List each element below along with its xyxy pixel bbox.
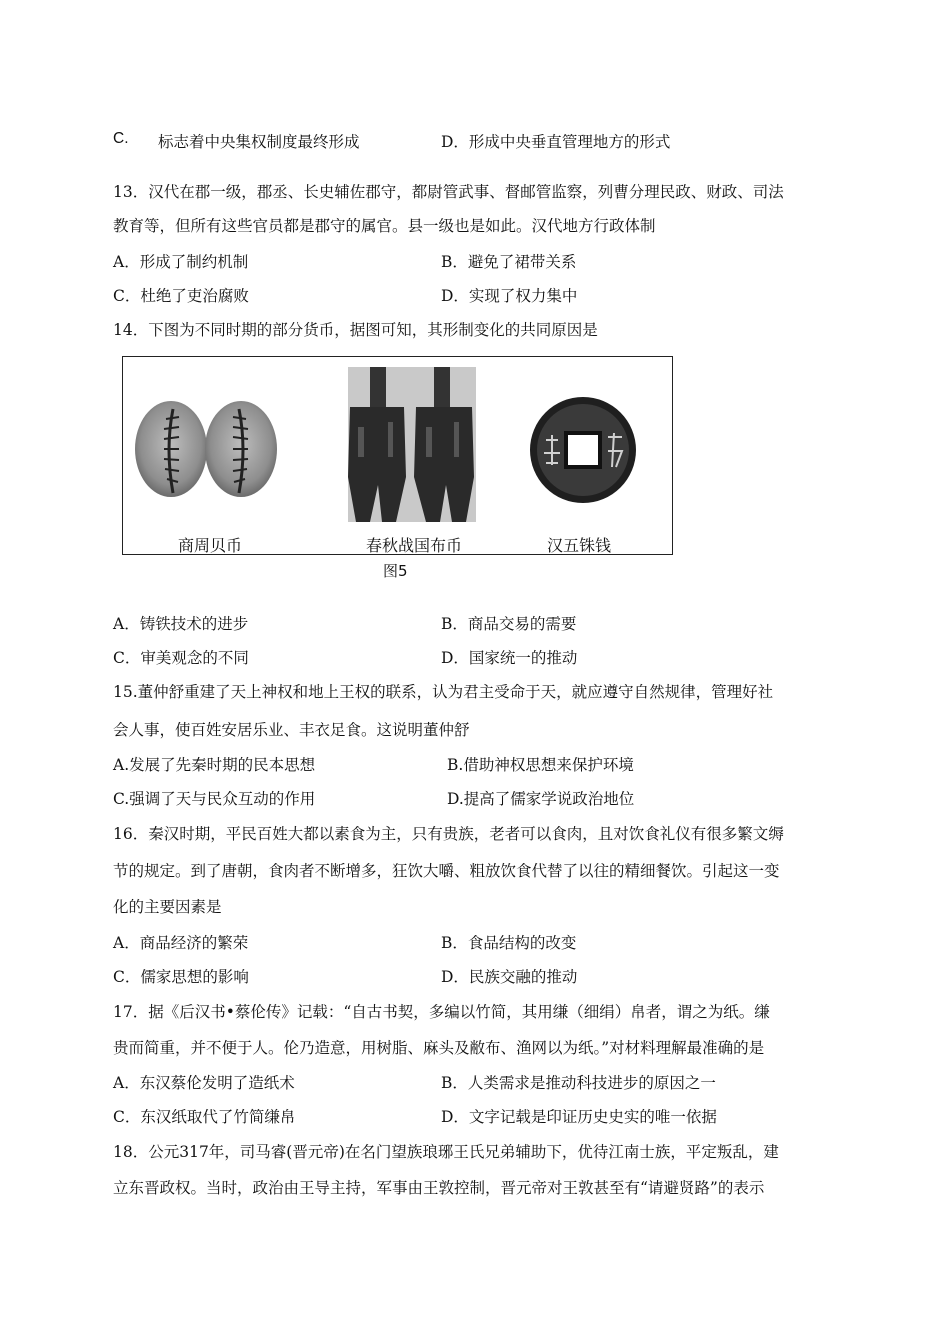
q16-stem-line3: 化的主要因素是 bbox=[113, 898, 222, 916]
currency-figure bbox=[122, 356, 673, 555]
q17-option-d: D．文字记载是印证历史史实的唯一依据 bbox=[441, 1108, 717, 1126]
q16-option-a: A．商品经济的繁荣 bbox=[113, 934, 249, 952]
q17-option-b: B．人类需求是推动科技进步的原因之一 bbox=[441, 1074, 716, 1092]
q14-stem: 14．下图为不同时期的部分货币，据图可知，其形制变化的共同原因是 bbox=[113, 321, 598, 339]
q14-option-b: B．商品交易的需要 bbox=[441, 615, 577, 633]
caption-shell-money: 商周贝币 bbox=[178, 536, 243, 555]
q15-option-d: D.提高了儒家学说政治地位 bbox=[447, 790, 635, 808]
q18-stem-line1: 18．公元317年，司马睿(晋元帝)在名门望族琅琊王氏兄弟辅助下，优待江南士族，平定叛乱，建 bbox=[113, 1143, 779, 1161]
q12-option-c-letter: C. bbox=[113, 130, 129, 147]
q15-option-a: A.发展了先秦时期的民本思想 bbox=[113, 756, 316, 774]
q18-stem-line2: 立东晋政权。当时，政治由王导主持，军事由王敦控制，晋元帝对王敦甚至有“请避贤路”的表示 bbox=[113, 1179, 765, 1197]
q15-option-b: B.借助神权思想来保护环境 bbox=[447, 756, 634, 774]
q12-option-c: 标志着中央集权制度最终形成 bbox=[158, 133, 360, 151]
q17-option-c: C．东汉纸取代了竹简缣帛 bbox=[113, 1108, 296, 1126]
caption-wuzhu-coin: 汉五铢钱 bbox=[547, 536, 612, 555]
spade-coins-image bbox=[348, 367, 476, 522]
q15-stem-line2: 会人事，使百姓安居乐业、丰衣足食。这说明董仲舒 bbox=[113, 721, 470, 739]
q16-option-b: B．食品结构的改变 bbox=[441, 934, 577, 952]
q17-stem-line2: 贵而简重，并不便于人。伦乃造意，用树脂、麻头及敝布、渔网以为纸。”对材料理解最准确的是 bbox=[113, 1039, 765, 1057]
q13-option-a: A．形成了制约机制 bbox=[113, 253, 249, 271]
q13-option-c: C．杜绝了吏治腐败 bbox=[113, 287, 249, 305]
q16-option-c: C．儒家思想的影响 bbox=[113, 968, 249, 986]
q15-option-c: C.强调了天与民众互动的作用 bbox=[113, 790, 316, 808]
q14-option-c: C．审美观念的不同 bbox=[113, 649, 249, 667]
q17-stem-line1: 17．据《后汉书•蔡伦传》记载：“自古书契，多编以竹简，其用缣（细绢）帛者，谓之为纸。缣 bbox=[113, 1003, 770, 1021]
caption-spade-money: 春秋战国布币 bbox=[366, 536, 463, 555]
wuzhu-coin-image bbox=[528, 395, 638, 505]
q14-option-d: D．国家统一的推动 bbox=[441, 649, 578, 667]
q17-option-a: A．东汉蔡伦发明了造纸术 bbox=[113, 1074, 295, 1092]
q16-option-d: D．民族交融的推动 bbox=[441, 968, 578, 986]
q16-stem-line2: 节的规定。到了唐朝，食肉者不断增多，狂饮大嚼、粗放饮食代替了以往的精细餐饮。引起这一变 bbox=[113, 862, 780, 880]
q16-stem-line1: 16．秦汉时期，平民百姓大都以素食为主，只有贵族，老者可以食肉，且对饮食礼仪有很多繁文缛 bbox=[113, 825, 784, 843]
q13-stem-line2: 教育等，但所有这些官员都是郡守的属官。县一级也是如此。汉代地方行政体制 bbox=[113, 217, 656, 235]
q14-option-a: A．铸铁技术的进步 bbox=[113, 615, 249, 633]
q13-stem-line1: 13．汉代在郡一级，郡丞、长史辅佐郡守，都尉管武事、督邮管监察，列曹分理民政、财政、司法 bbox=[113, 183, 784, 201]
figure-label: 图5 bbox=[383, 562, 408, 580]
q13-option-d: D．实现了权力集中 bbox=[441, 287, 578, 305]
shell-coins-image bbox=[131, 397, 281, 502]
q15-stem-line1: 15.董仲舒重建了天上神权和地上王权的联系，认为君主受命于天，就应遵守自然规律，管理好社 bbox=[113, 683, 774, 701]
q12-option-d: D．形成中央垂直管理地方的形式 bbox=[441, 133, 671, 151]
q13-option-b: B．避免了裙带关系 bbox=[441, 253, 577, 271]
